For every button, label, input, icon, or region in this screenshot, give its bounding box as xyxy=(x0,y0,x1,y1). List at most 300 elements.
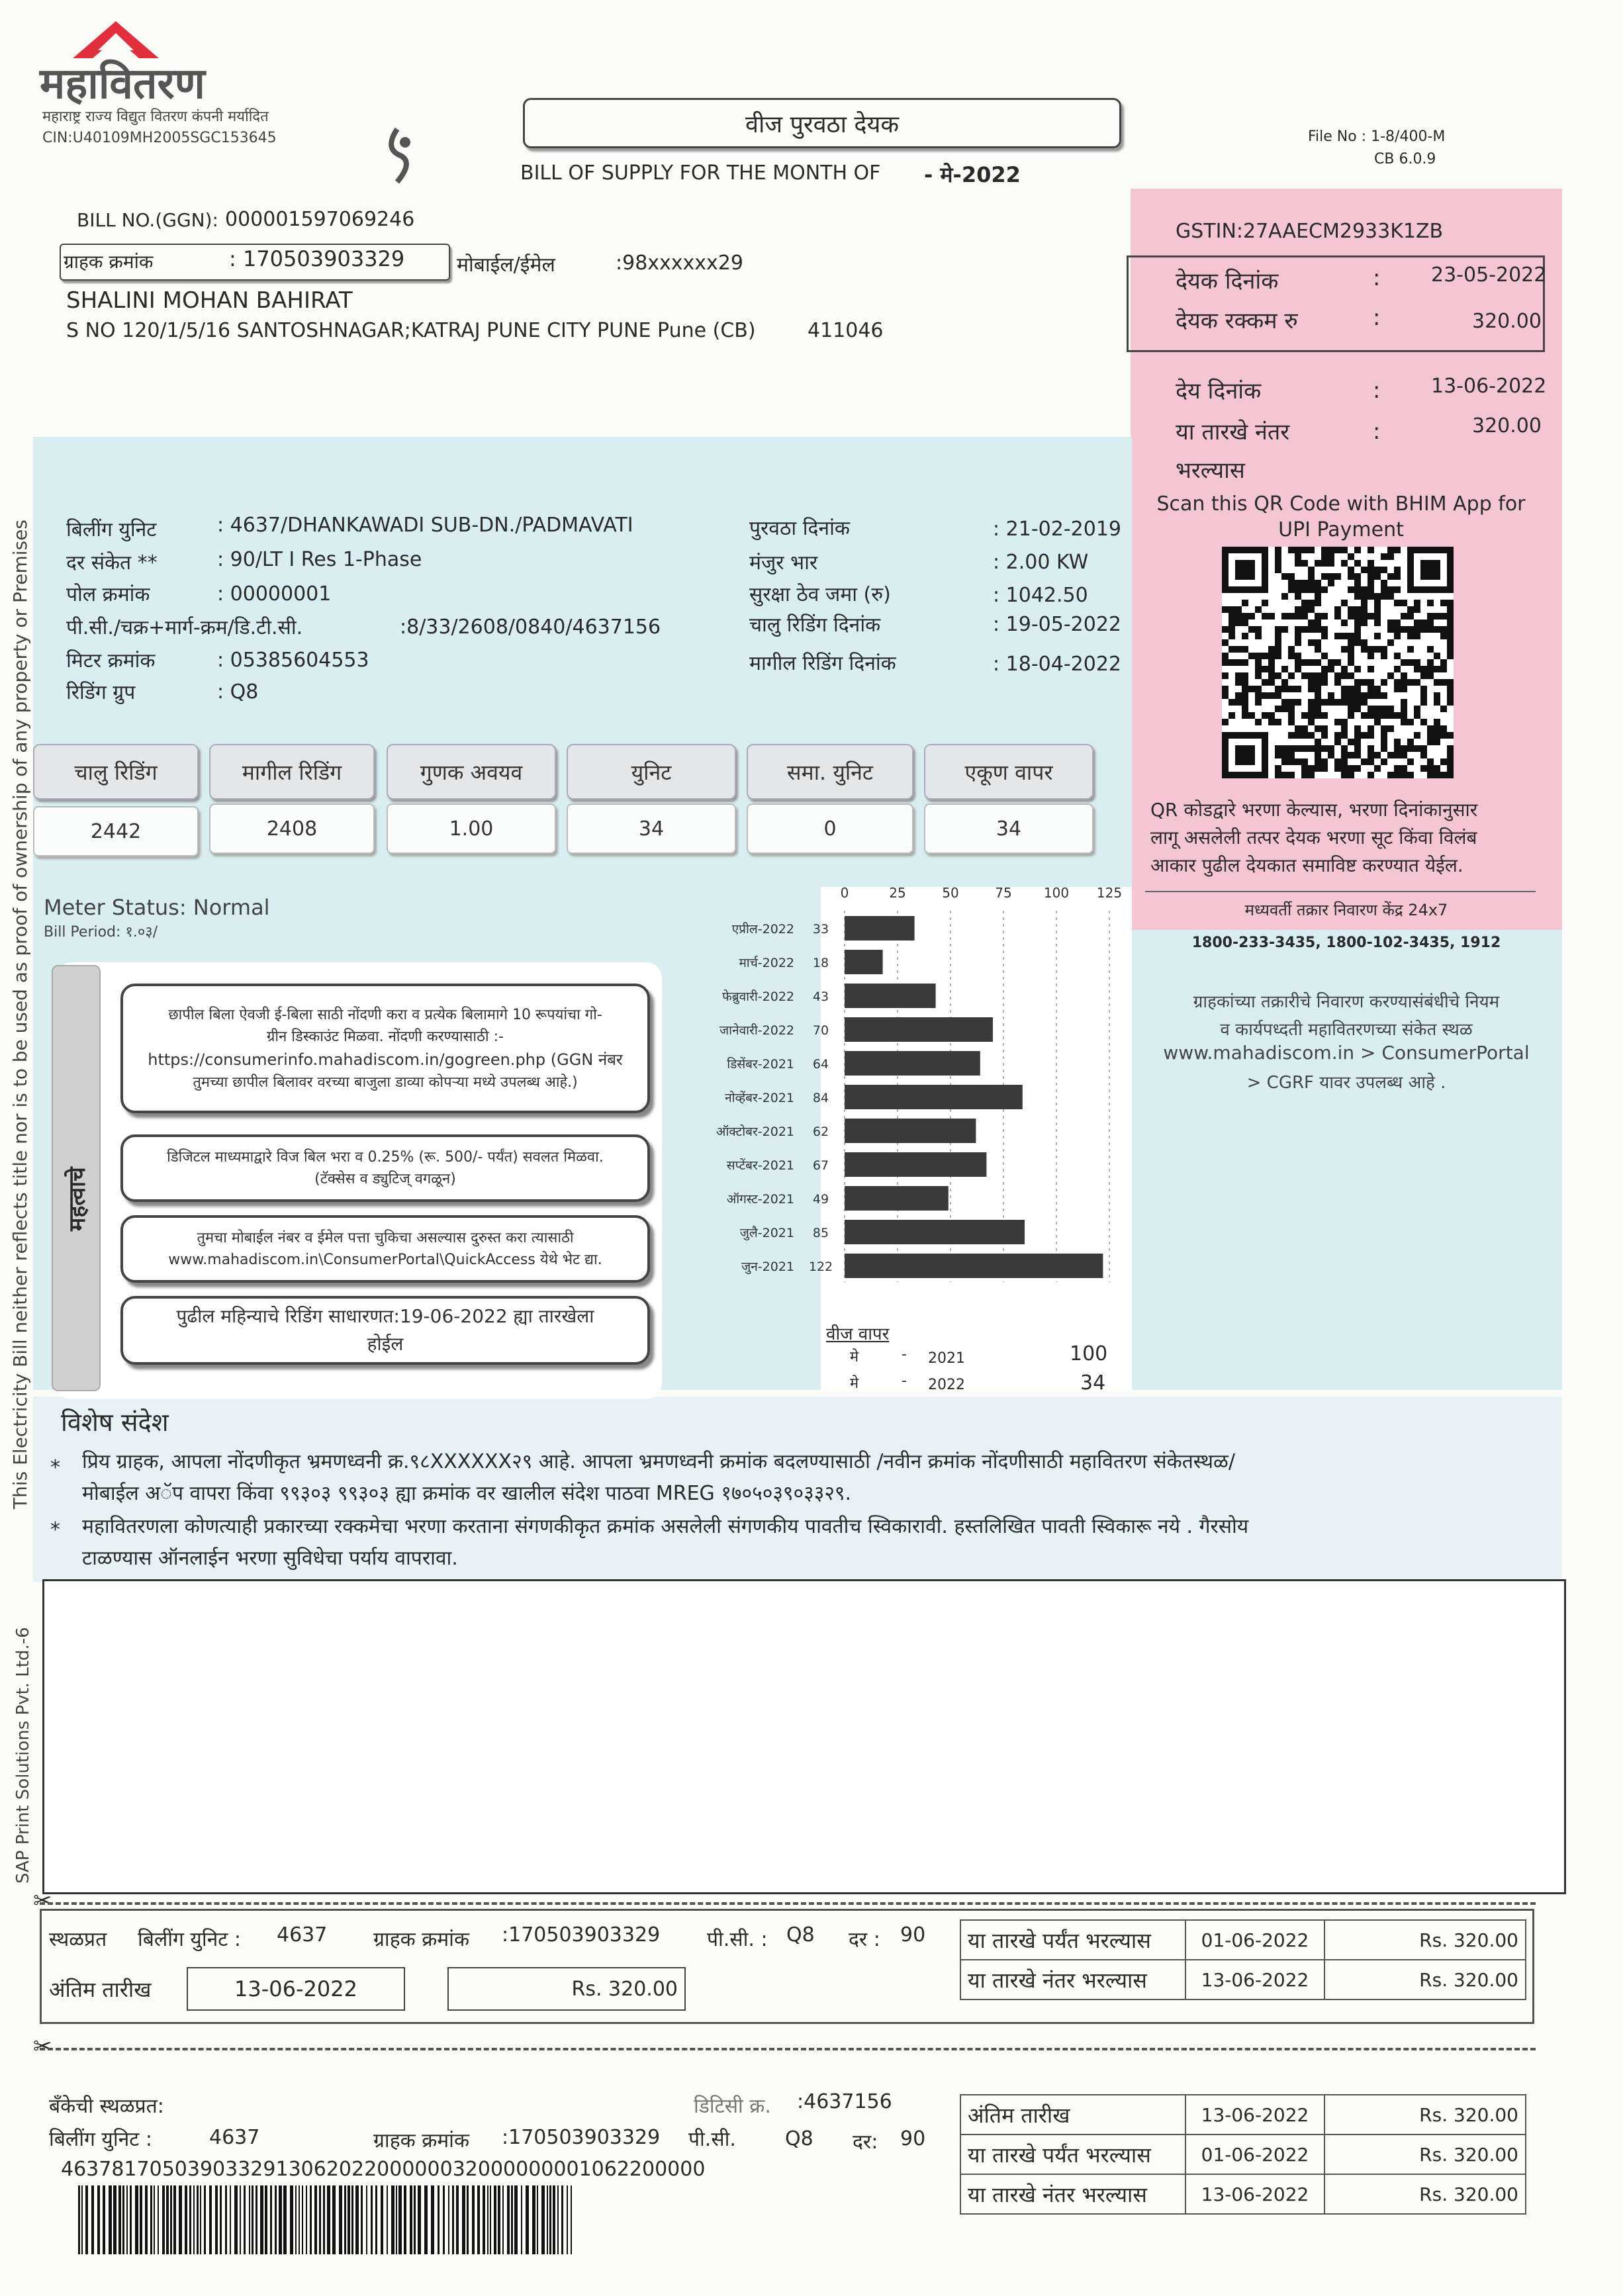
barcode[interactable] xyxy=(78,2185,576,2256)
multiplier-value: 1.00 xyxy=(387,804,556,854)
mobile-update-note xyxy=(120,1215,650,1283)
barcode-bar xyxy=(249,2185,250,2254)
qr-module xyxy=(1394,679,1401,686)
barcode-bar xyxy=(351,2185,353,2254)
barcode-bar xyxy=(97,2185,100,2254)
qr-module xyxy=(1348,699,1354,706)
qr-note-3: आकार पुढील देयकात समाविष्ट करण्यात येईल. xyxy=(1150,854,1463,876)
qr-module xyxy=(1354,639,1361,646)
qr-module xyxy=(1361,692,1368,699)
qr-module xyxy=(1414,679,1420,686)
qr-module xyxy=(1407,659,1414,666)
qr-module xyxy=(1334,547,1341,553)
bar-value-label: 122 xyxy=(808,1260,833,1274)
qr-module xyxy=(1394,567,1401,573)
counterfoil-pc-value: Q8 xyxy=(786,1923,815,1947)
qr-module xyxy=(1368,573,1374,580)
qr-module xyxy=(1229,626,1235,633)
qr-module xyxy=(1341,692,1348,699)
qr-module xyxy=(1447,626,1454,633)
barcode-bar xyxy=(490,2185,491,2254)
qr-module xyxy=(1308,679,1315,686)
qr-module xyxy=(1368,772,1374,778)
qr-module xyxy=(1295,553,1301,560)
qr-module xyxy=(1275,719,1281,725)
bullet: * xyxy=(50,1456,60,1479)
qr-module xyxy=(1401,706,1407,712)
qr-module xyxy=(1394,620,1401,626)
barcode-bar xyxy=(279,2185,282,2254)
qr-module xyxy=(1288,672,1295,679)
qr-module xyxy=(1341,732,1348,739)
bar-value-label: 85 xyxy=(812,1226,829,1240)
barcode-bar xyxy=(448,2185,449,2254)
qr-module xyxy=(1315,580,1321,586)
qr-module xyxy=(1440,725,1447,732)
qr-module xyxy=(1288,732,1295,739)
barcode-bar xyxy=(230,2185,231,2254)
qr-module xyxy=(1301,547,1308,553)
qr-module xyxy=(1414,712,1420,719)
qr-module xyxy=(1328,560,1334,567)
qr-module xyxy=(1374,567,1381,573)
qr-module xyxy=(1321,547,1328,553)
qr-module xyxy=(1222,626,1229,633)
x-tick-label: 0 xyxy=(840,885,849,901)
qr-module xyxy=(1381,725,1387,732)
qr-module xyxy=(1368,646,1374,653)
qr-module xyxy=(1434,725,1440,732)
qr-module xyxy=(1235,659,1242,666)
qr-module xyxy=(1348,606,1354,613)
qr-module xyxy=(1222,639,1229,646)
qr-module xyxy=(1420,719,1427,725)
qr-module xyxy=(1248,712,1255,719)
qr-module xyxy=(1262,679,1268,686)
qr-module xyxy=(1440,666,1447,672)
tariff-label: दर संकेत ** xyxy=(66,551,158,574)
qr-module xyxy=(1321,586,1328,593)
qr-module xyxy=(1401,712,1407,719)
qr-module xyxy=(1401,752,1407,758)
qr-module xyxy=(1301,772,1308,778)
qr-module xyxy=(1427,659,1434,666)
qr-module xyxy=(1288,706,1295,712)
barcode-bar xyxy=(348,2185,350,2254)
barcode-bar xyxy=(532,2185,535,2254)
qr-module xyxy=(1440,706,1447,712)
qr-module xyxy=(1401,613,1407,620)
qr-module xyxy=(1275,626,1281,633)
qr-module xyxy=(1334,659,1341,666)
qr-module xyxy=(1368,653,1374,659)
qr-module xyxy=(1374,620,1381,626)
qr-module xyxy=(1334,633,1341,639)
qr-module xyxy=(1229,606,1235,613)
qr-module xyxy=(1262,666,1268,672)
qr-module xyxy=(1354,732,1361,739)
qr-module xyxy=(1281,772,1288,778)
usage-dash: - xyxy=(902,1346,907,1363)
qr-module xyxy=(1447,732,1454,739)
barcode-bar xyxy=(234,2185,238,2254)
qr-module xyxy=(1420,752,1427,758)
barcode-bar xyxy=(197,2185,199,2254)
supply-date-label: पुरवठा दिनांक xyxy=(749,517,850,540)
qr-module xyxy=(1315,712,1321,719)
security-deposit-label: सुरक्षा ठेव जमा (रु) xyxy=(749,583,891,606)
x-tick-label: 100 xyxy=(1043,885,1070,901)
qr-module xyxy=(1281,686,1288,692)
mobile-value: :98xxxxxx29 xyxy=(616,252,743,275)
counterfoil-last-date-box xyxy=(187,1967,405,2011)
barcode-bar xyxy=(396,2185,397,2254)
qr-module xyxy=(1242,692,1248,699)
category-label: नोव्हेंबर-2021 xyxy=(725,1091,794,1105)
grievance-link[interactable]: www.mahadiscom.in > ConsumerPortal xyxy=(1163,1042,1530,1064)
qr-module xyxy=(1361,567,1368,573)
qr-module xyxy=(1255,686,1262,692)
usage-value-2021: 100 xyxy=(1070,1342,1108,1365)
category-label: ऑगस्ट-2021 xyxy=(726,1192,794,1207)
barcode-bar xyxy=(220,2185,222,2254)
qr-module xyxy=(1387,573,1394,580)
qr-module xyxy=(1348,772,1354,778)
consumption-chart xyxy=(688,880,1138,1304)
qr-module xyxy=(1288,686,1295,692)
qr-module xyxy=(1334,732,1341,739)
qr-module xyxy=(1414,620,1420,626)
qr-module xyxy=(1354,560,1361,567)
qr-module xyxy=(1255,653,1262,659)
qr-module xyxy=(1440,772,1447,778)
pc-route-label: पी.सी./चक्र+मार्ग-क्रम/डि.टी.सी. xyxy=(66,616,303,639)
qr-module xyxy=(1315,725,1321,732)
qr-module xyxy=(1288,752,1295,758)
qr-module xyxy=(1341,560,1348,567)
qr-module xyxy=(1308,745,1315,752)
bar-value-label: 84 xyxy=(812,1091,829,1105)
barcode-bar xyxy=(265,2185,267,2254)
qr-module xyxy=(1268,672,1275,679)
qr-module xyxy=(1401,659,1407,666)
qr-module xyxy=(1354,626,1361,633)
qr-module xyxy=(1440,633,1447,639)
payment-amount: Rs. 320.00 xyxy=(1324,1960,1526,1999)
qr-module xyxy=(1407,739,1414,745)
colon: : xyxy=(1373,377,1381,404)
qr-module xyxy=(1440,626,1447,633)
qr-module xyxy=(1434,732,1440,739)
qr-module xyxy=(1328,573,1334,580)
qr-module xyxy=(1427,725,1434,732)
barcode-bar xyxy=(424,2185,428,2254)
barcode-bar xyxy=(135,2185,138,2254)
barcode-bar xyxy=(255,2185,257,2254)
bar xyxy=(845,1220,1025,1244)
bill-no-value: 000001597069246 xyxy=(225,208,415,231)
qr-module xyxy=(1301,758,1308,765)
qr-module xyxy=(1434,765,1440,772)
category-label: जुन-2021 xyxy=(741,1260,794,1274)
qr-module xyxy=(1315,639,1321,646)
qr-module xyxy=(1308,732,1315,739)
qr-module xyxy=(1401,679,1407,686)
bar-value-label: 64 xyxy=(812,1057,829,1072)
bullet: * xyxy=(50,1518,60,1541)
units-value: 34 xyxy=(567,804,736,854)
current-reading-date-label: चालु रिडिंग दिनांक xyxy=(749,614,881,637)
company-subtitle: महाराष्ट्र राज्य विद्युत वितरण कंपनी मर्यादित xyxy=(42,109,269,125)
qr-module xyxy=(1308,573,1315,580)
bill-title: वीज पुरवठा देयक xyxy=(745,111,899,138)
qr-module xyxy=(1348,633,1354,639)
qr-module xyxy=(1295,593,1301,600)
qr-module xyxy=(1447,620,1454,626)
consumer-name: SHALINI MOHAN BAHIRAT xyxy=(66,287,353,314)
total-consumption-value: 34 xyxy=(924,804,1093,854)
barcode-bar xyxy=(302,2185,303,2254)
barcode-bar xyxy=(275,2185,277,2254)
qr-module xyxy=(1427,732,1434,739)
payment-label: अंतिम तारीख xyxy=(960,2095,1185,2135)
qr-module xyxy=(1295,725,1301,732)
barcode-bar xyxy=(418,2185,421,2254)
qr-module xyxy=(1288,547,1295,553)
qr-module xyxy=(1348,752,1354,758)
qr-module xyxy=(1414,732,1420,739)
qr-module xyxy=(1361,712,1368,719)
qr-module xyxy=(1308,686,1315,692)
qr-module xyxy=(1295,745,1301,752)
qr-module xyxy=(1308,600,1315,606)
bank-rate-value: 90 xyxy=(900,2127,926,2150)
qr-module xyxy=(1262,653,1268,659)
qr-module xyxy=(1321,758,1328,765)
note-line: तुमच्या छापील बिलावर वरच्या बाजुला डाव्या कोपऱ्या मध्ये उपलब्ध आहे.) xyxy=(193,1074,578,1091)
barcode-bar xyxy=(78,2185,80,2254)
category-label: फेब्रुवारी-2022 xyxy=(722,989,794,1004)
qr-module xyxy=(1434,699,1440,706)
colon: : xyxy=(1373,418,1381,445)
barcode-bar xyxy=(173,2185,176,2254)
barcode-bar xyxy=(502,2185,504,2254)
qr-module xyxy=(1295,633,1301,639)
qr-module xyxy=(1334,606,1341,613)
sanctioned-load-label: मंजुर भार xyxy=(749,551,818,574)
barcode-bar xyxy=(162,2185,165,2254)
qr-module xyxy=(1295,659,1301,666)
barcode-bar xyxy=(547,2185,548,2254)
qr-code[interactable] xyxy=(1222,547,1454,778)
qr-module xyxy=(1315,659,1321,666)
qr-module xyxy=(1281,745,1288,752)
barcode-bar xyxy=(511,2185,513,2254)
barcode-bar xyxy=(332,2185,336,2254)
special-message-line-3: महावितरणला कोणत्याही प्रकारच्या रक्कमेचा भरणा करताना संगणकीकृत क्रमांक असलेली संगणकीय पावतीच स्विकारावी. हस्तलिखित पावती स्विकारू नये . गैरसोय xyxy=(82,1515,1249,1538)
qr-module xyxy=(1275,567,1281,573)
category-label: मार्च-2022 xyxy=(739,956,794,970)
qr-module xyxy=(1235,699,1242,706)
qr-module xyxy=(1328,547,1334,553)
qr-module xyxy=(1348,712,1354,719)
qr-module xyxy=(1321,613,1328,620)
qr-module xyxy=(1368,560,1374,567)
barcode-bar xyxy=(140,2185,142,2254)
qr-module xyxy=(1387,725,1394,732)
qr-module xyxy=(1374,686,1381,692)
barcode-bar xyxy=(225,2185,227,2254)
qr-module xyxy=(1268,666,1275,672)
qr-module xyxy=(1222,686,1229,692)
payment-amount: Rs. 320.00 xyxy=(1324,2095,1526,2135)
barcode-bar xyxy=(170,2185,172,2254)
bill-date-value: 23-05-2022 xyxy=(1431,263,1547,287)
qr-module xyxy=(1281,573,1288,580)
payment-label: या तारखे नंतर भरल्यास xyxy=(960,2174,1185,2214)
qr-module xyxy=(1288,586,1295,593)
qr-module xyxy=(1434,772,1440,778)
qr-module xyxy=(1301,712,1308,719)
qr-module xyxy=(1328,745,1334,752)
qr-module xyxy=(1341,758,1348,765)
qr-module xyxy=(1255,633,1262,639)
consumer-pincode: 411046 xyxy=(808,319,884,342)
qr-module xyxy=(1315,765,1321,772)
qr-module xyxy=(1348,567,1354,573)
qr-module xyxy=(1268,613,1275,620)
qr-module xyxy=(1387,586,1394,593)
qr-module xyxy=(1387,639,1394,646)
bill-date-label: देयक दिनांक xyxy=(1176,268,1279,295)
qr-module xyxy=(1414,659,1420,666)
bank-billing-unit-label: बिलींग युनिट : xyxy=(49,2128,153,2151)
counterfoil-rate-label: दर : xyxy=(849,1928,880,1951)
qr-module xyxy=(1407,758,1414,765)
qr-module xyxy=(1235,620,1242,626)
qr-module xyxy=(1255,659,1262,666)
bar-value-label: 18 xyxy=(812,956,829,970)
qr-module xyxy=(1242,613,1248,620)
barcode-bar xyxy=(295,2185,297,2254)
bill-subtitle: BILL OF SUPPLY FOR THE MONTH OF xyxy=(520,161,881,185)
qr-module xyxy=(1447,699,1454,706)
qr-module xyxy=(1275,547,1281,553)
qr-module xyxy=(1447,752,1454,758)
qr-module xyxy=(1295,626,1301,633)
qr-module xyxy=(1348,686,1354,692)
after-due-label-2: भरल्यास xyxy=(1176,457,1245,484)
qr-module xyxy=(1401,672,1407,679)
qr-module xyxy=(1262,712,1268,719)
qr-module xyxy=(1301,580,1308,586)
qr-module xyxy=(1354,679,1361,686)
qr-note-1: QR कोडद्वारे भरणा केल्यास, भरणा दिनांकानुसार xyxy=(1150,799,1478,821)
qr-module xyxy=(1242,706,1248,712)
qr-module xyxy=(1242,712,1248,719)
barcode-bar xyxy=(537,2185,538,2254)
cin-number: CIN:U40109MH2005SGC153645 xyxy=(42,130,277,146)
usage-month: मे xyxy=(850,1375,859,1392)
qr-module xyxy=(1348,553,1354,560)
qr-module xyxy=(1242,659,1248,666)
qr-module xyxy=(1414,626,1420,633)
tariff-value: : 90/LT I Res 1-Phase xyxy=(217,548,422,571)
barcode-bar xyxy=(571,2185,572,2254)
gogreen-link[interactable]: https://consumerinfo.mahadiscom.in/gogreen.php (GGN नंबर xyxy=(148,1050,623,1069)
qr-module xyxy=(1361,620,1368,626)
qr-module xyxy=(1374,593,1381,600)
bar-value-label: 33 xyxy=(812,922,829,937)
qr-module xyxy=(1381,567,1387,573)
adjusted-units-value: 0 xyxy=(747,804,913,854)
qr-module xyxy=(1229,633,1235,639)
qr-module xyxy=(1235,606,1242,613)
table-row xyxy=(960,1920,1526,1960)
grievance-phones: 1800-233-3435, 1800-102-3435, 1912 xyxy=(1191,935,1501,951)
payment-date: 13-06-2022 xyxy=(1185,1960,1324,1999)
barcode-bar xyxy=(462,2185,465,2254)
qr-module xyxy=(1248,613,1255,620)
counterfoil-consumer-label: ग्राहक क्रमांक xyxy=(373,1928,469,1951)
qr-module xyxy=(1381,580,1387,586)
barcode-bar xyxy=(209,2185,212,2254)
billing-unit-value: : 4637/DHANKAWADI SUB-DN./PADMAVATI xyxy=(217,514,633,537)
barcode-bar xyxy=(113,2185,116,2254)
qr-module xyxy=(1229,646,1235,653)
usage-month: मे xyxy=(850,1349,859,1365)
qr-module xyxy=(1361,679,1368,686)
qr-module xyxy=(1427,613,1434,620)
bar-value-label: 70 xyxy=(812,1023,829,1038)
software-version: CB 6.0.9 xyxy=(1374,151,1436,167)
x-tick-label: 50 xyxy=(942,885,959,901)
barcode-bar xyxy=(567,2185,568,2254)
qr-module xyxy=(1368,666,1374,672)
qr-module xyxy=(1321,745,1328,752)
qr-module xyxy=(1248,653,1255,659)
qr-module xyxy=(1321,712,1328,719)
qr-module xyxy=(1248,626,1255,633)
usage-year: 2021 xyxy=(928,1350,965,1367)
scissors-icon: ✂ xyxy=(33,2033,52,2060)
counterfoil-billing-unit-label: बिलींग युनिट : xyxy=(138,1928,242,1951)
qr-module xyxy=(1321,553,1328,560)
bank-billing-unit: 4637 xyxy=(209,2126,260,2149)
qr-module xyxy=(1394,666,1401,672)
qr-module xyxy=(1407,626,1414,633)
qr-module xyxy=(1348,646,1354,653)
qr-module xyxy=(1361,586,1368,593)
qr-module xyxy=(1374,706,1381,712)
qr-module xyxy=(1414,745,1420,752)
qr-module xyxy=(1315,586,1321,593)
barcode-bar xyxy=(414,2185,416,2254)
bar xyxy=(845,1085,1023,1109)
qr-module xyxy=(1401,719,1407,725)
barcode-bar xyxy=(158,2185,159,2254)
qr-module xyxy=(1321,633,1328,639)
qr-module xyxy=(1275,639,1281,646)
note-line[interactable]: www.mahadiscom.in\ConsumerPortal\QuickAccess येथे भेट द्या. xyxy=(168,1252,602,1268)
bill-amount-label: देयक रक्कम रु xyxy=(1176,308,1298,334)
reading-group-value: : Q8 xyxy=(217,680,259,704)
disclaimer-side-text: This Electricity Bill neither reflects title nor is to be used as proof of ownership of any property or Premises xyxy=(9,520,31,1509)
qr-module xyxy=(1341,686,1348,692)
qr-module xyxy=(1334,739,1341,745)
bar xyxy=(845,1254,1103,1278)
security-deposit-value: : 1042.50 xyxy=(993,584,1088,607)
